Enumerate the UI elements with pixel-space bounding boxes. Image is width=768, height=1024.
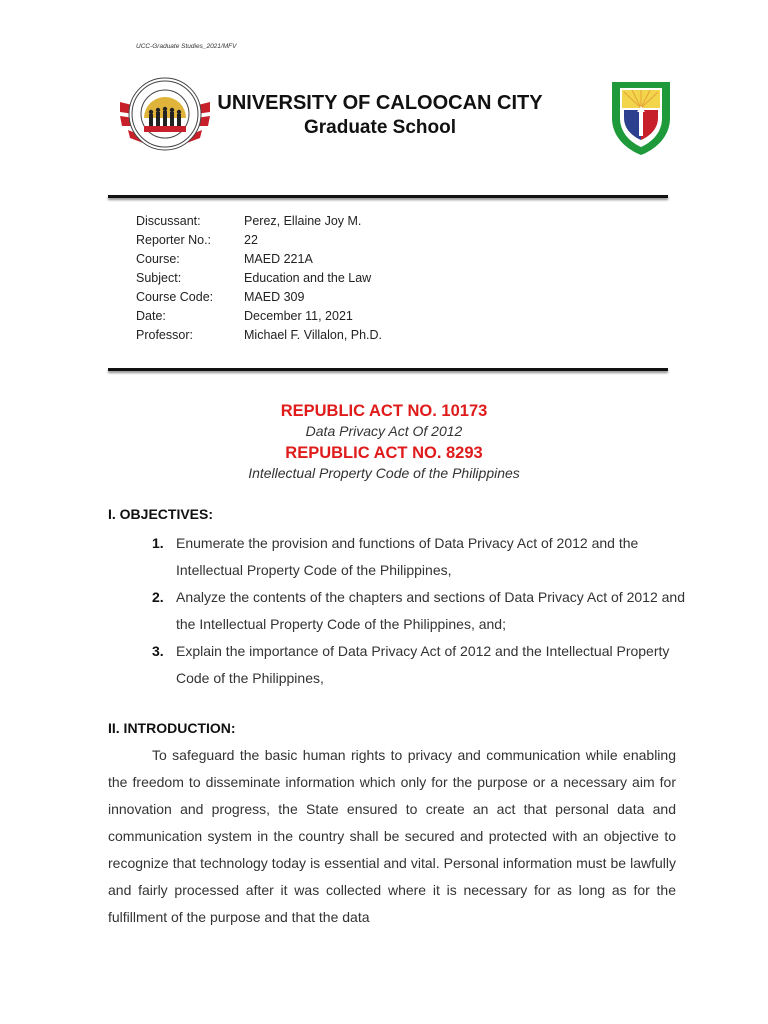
info-row-course-code bbox=[136, 290, 382, 309]
act-title-8293: REPUBLIC ACT NO. 8293 bbox=[285, 444, 483, 462]
list-item-number: 2. bbox=[152, 589, 164, 605]
info-label: Subject: bbox=[136, 271, 182, 285]
info-label: Reporter No.: bbox=[136, 233, 212, 247]
info-label: Professor: bbox=[136, 328, 193, 342]
list-item-text: Enumerate the provision and functions of Data Privacy Act of 2012 and the Intellectual Property Code of the Philippines, bbox=[176, 535, 639, 578]
info-row-date bbox=[136, 309, 382, 328]
act-subtitle-intellectual-property: Intellectual Property Code of the Philippines bbox=[248, 465, 520, 481]
info-label: Discussant: bbox=[136, 214, 201, 228]
act-subtitle-data-privacy: Data Privacy Act Of 2012 bbox=[305, 423, 463, 439]
info-row-discussant bbox=[136, 214, 382, 233]
info-value: 22 bbox=[244, 233, 258, 247]
info-value: Michael F. Villalon, Ph.D. bbox=[244, 328, 383, 342]
info-value: Perez, Ellaine Joy M. bbox=[244, 214, 362, 228]
info-value: Education and the Law bbox=[244, 271, 372, 285]
objectives-list bbox=[152, 530, 687, 692]
report-info-block bbox=[136, 214, 382, 347]
list-item-number: 3. bbox=[152, 643, 164, 659]
info-value: December 11, 2021 bbox=[244, 309, 353, 323]
graduate-school-shield-logo bbox=[610, 78, 672, 156]
list-item-text: Analyze the contents of the chapters and sections of Data Privacy Act of 2012 and the Intellectual Property Code of the Philippines, and; bbox=[176, 589, 685, 632]
objectives-heading: I. OBJECTIVES: bbox=[108, 506, 214, 522]
school-name: Graduate School bbox=[303, 117, 457, 138]
university-name: UNIVERSITY OF CALOOCAN CITY bbox=[217, 92, 543, 114]
info-divider bbox=[108, 368, 668, 371]
introduction-heading: II. INTRODUCTION: bbox=[108, 720, 236, 736]
info-row-course bbox=[136, 252, 382, 271]
list-item-text: Explain the importance of Data Privacy Act of 2012 and the Intellectual Property Code of the Philippines, bbox=[176, 643, 670, 686]
list-item-number: 1. bbox=[152, 535, 164, 551]
info-row-reporter-no bbox=[136, 233, 382, 252]
info-label: Date: bbox=[136, 309, 166, 323]
info-row-professor bbox=[136, 328, 382, 347]
info-row-subject bbox=[136, 271, 382, 290]
introduction-paragraph: To safeguard the basic human rights to privacy and communication while enabling the freedom to disseminate information which only for the purpose or a necessary aim for innovation and progress, the State ensured to create an act that personal data and communication system in the country shall be secured and protected with an objective to recognize that technology today is essential and vital. Personal information must be lawfully and fairly processed after it was collected where it is necessary for as long as for the fulfillment of the purpose and that the data bbox=[108, 747, 676, 925]
acts-title-block bbox=[0, 402, 768, 486]
info-label: Course: bbox=[136, 252, 180, 266]
document-code: UCC-Graduate Studies_2021/MFV bbox=[136, 43, 237, 50]
info-label: Course Code: bbox=[136, 290, 214, 304]
list-item bbox=[152, 530, 687, 584]
info-value: MAED 309 bbox=[244, 290, 305, 304]
list-item bbox=[152, 638, 687, 692]
info-value: MAED 221A bbox=[244, 252, 313, 266]
header-divider bbox=[108, 195, 668, 198]
act-title-10173: REPUBLIC ACT NO. 10173 bbox=[280, 402, 488, 420]
list-item bbox=[152, 584, 687, 638]
